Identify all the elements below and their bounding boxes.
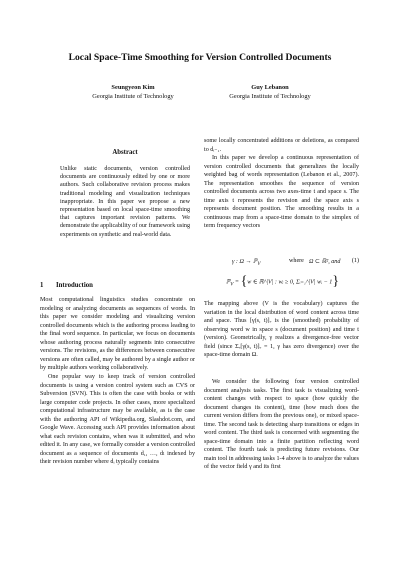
paragraph-text: some locally concentrated additions or deletions, as compared to dᵢ₋₁.: [204, 138, 359, 153]
right-paragraph-continued: [204, 137, 359, 154]
abstract-text: Unlike static documents, version controlled documents are continuously edited by one or more authors. Such collaborative revision process makes traditional modeling and visualization techniques inappropriate. In this paper we propose a new representation based on local space-time smoothing that captures important revision patterns. We demonstrate the applicability of our framework using experiments on synthetic and real-world data.: [60, 166, 190, 238]
intro-paragraph-2: [40, 373, 195, 467]
author-affiliation: Georgia Institute of Technology: [92, 92, 174, 100]
author-name: Guy Lebanon: [251, 84, 289, 91]
equation-lhs: γ : Ω → ℙ$_V$: [232, 259, 261, 268]
paper-title: Local Space-Time Smoothing for Version Controlled Documents: [68, 52, 332, 63]
paragraph-text: In this paper we develop a continuous representation of version controlled documents that generalizes the locally weighted bag of words representation (Lebanon et al., 2007). The representation smoothes the sequence of version controlled documents across two axes-time t and space s. The time axis t represents the revision and the space axis s represents document position. The smoothing results in a continuous map from a space-time domain to the simplex of term frequency vectors: [204, 155, 359, 230]
author-block-2: [195, 84, 345, 101]
section-title: Introduction: [56, 282, 93, 289]
equation-where: where: [289, 258, 304, 264]
right-paragraph-tasks: [204, 378, 359, 472]
right-paragraph-mapping: [204, 300, 359, 360]
section-heading: [40, 282, 93, 289]
author-affiliation: Georgia Institute of Technology: [229, 92, 311, 100]
paragraph-text: The mapping above (V is the vocabulary) captures the variation in the local distribution of word content across time and space. Thus [γ(s, t)]ᵥ is the (smoothed) probability of observing word w in space s (document position) and time t (version). Geometrically, γ realizes a divergence-free vector field (since Σᵥ[γ(s, t)]ᵥ = 1, γ has zero divergence) over the space-time domain Ω.: [204, 301, 359, 359]
paragraph-text: Most computational linguistics studies concentrate on modeling or analyzing documents as sequences of words. In this paper we consider modeling and visualizing version controlled documents which is the authoring process leading to the final word sequence. In particular, we focus on documents whose authoring process naturally segments into consecutive versions. The revisions, as the differences between consecutive versions are often called, may be authored by a single author or by multiple authors working collaboratively.: [40, 297, 195, 372]
author-name: Seungyeon Kim: [111, 84, 155, 91]
equation-body: ℙ$_V$ = {w ∈ ℝ^|V| : wᵢ ≥ 0, Σᵢ₌₁^|V| wᵢ − 1}: [226, 274, 340, 289]
paragraph-text: We consider the following four version controlled document analysis tasks. The first task is visualizing word-content changes with respect to space (how quickly the document changes its content), time (how much does the current version differs from the previous one), or mixed space-time. The second task is detecting sharp transitions or edges in word content. The third task is concerned with segmenting the space-time domain into a finite partition reflecting word content. The fourth task is predicting future revisions. Our main tool in addressing tasks 1-4 above is to analyze the values of the vector field γ and its first: [204, 379, 359, 471]
paragraph-text: One popular way to keep track of version controlled documents is using a version control system such as CVS or Subversion (SVN). This is often the case with books or with large computer code projects. In other cases, more specialized computational infrastructure may be available, as is the case with the authoring API of Wikipedia.org, Slashdot.com, and Google Wave. Accessing such API provides information about what each revision contains, when was it submitted, and who edited it. In any case, we formally consider a version controlled document as a sequence of documents d₁, …, dₗ indexed by their revision number where dᵢ typically contains: [40, 374, 195, 466]
intro-paragraph-1: [40, 296, 195, 373]
equation-simplex: [204, 270, 359, 296]
equation-rhs: Ω ⊂ ℝ², and: [309, 259, 341, 265]
author-block-1: [58, 84, 208, 101]
right-paragraph-representation: [204, 154, 359, 231]
section-number: 1: [40, 282, 44, 289]
abstract-heading: Abstract: [112, 149, 138, 156]
equation-number: (1): [351, 258, 359, 264]
